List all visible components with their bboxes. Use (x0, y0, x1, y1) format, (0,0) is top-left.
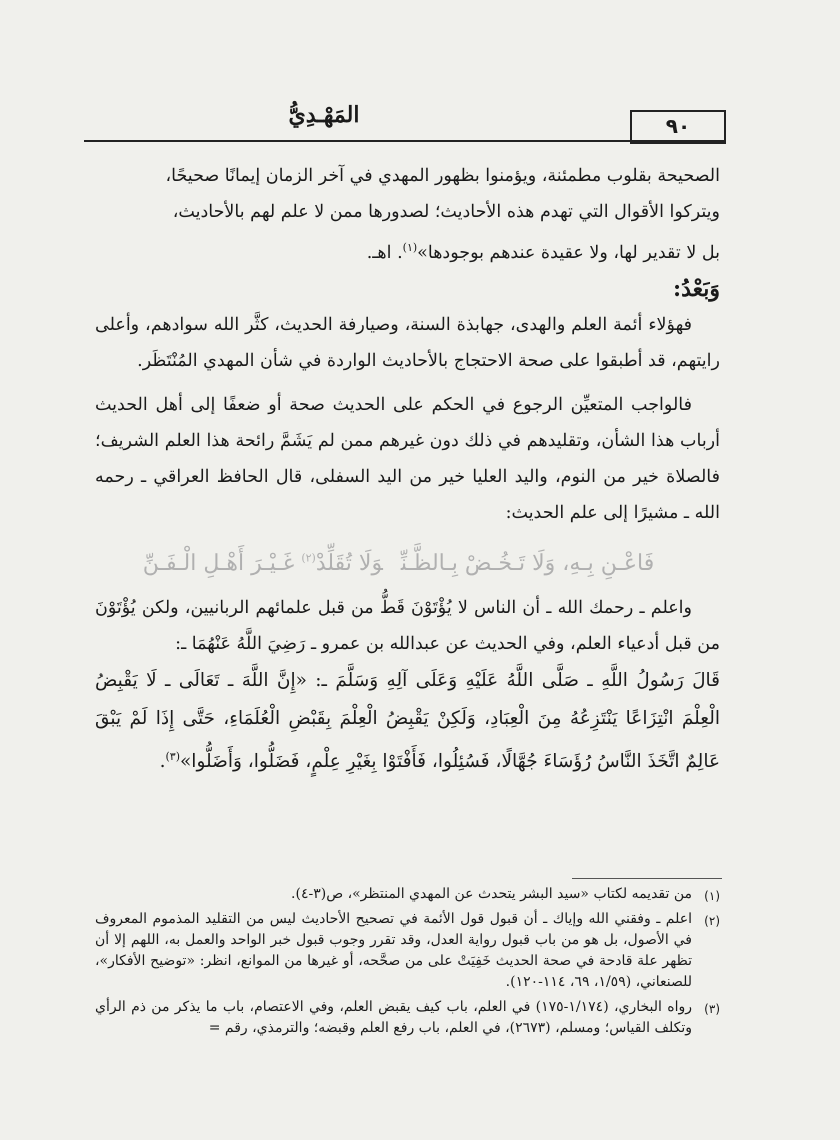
verse-text: غَـيْـرَ أَهْـلِ الْـفَـنِّ (142, 551, 295, 577)
text-line-end: . اهـ. (366, 242, 403, 263)
footnotes (95, 884, 720, 1043)
hadith-text (95, 662, 720, 781)
footnote (95, 997, 720, 1039)
paragraph-3: فالواجب المتعيِّن الرجوع في الحكم على الحديث صحة أو ضعفًا إلى أهل الحديث أرباب هذا الشأن، وتقليدهم في ذلك دون غيرهم ممن لم يَشَمَّ رائحة هذا العلم الشريف؛ فالصلاة خير من النوم، واليد العليا خير من اليد السفلى، قال الحافظ العراقي ـ رحمه الله ـ مشيرًا إلى علم الحديث: (95, 394, 720, 523)
hadith-end: . (159, 751, 166, 773)
paragraph-line (95, 230, 720, 271)
footnote (95, 884, 720, 905)
paragraph-line (95, 158, 720, 194)
verse-hemistich-2 (143, 551, 383, 576)
page-number: ٩٠ (630, 110, 726, 144)
poem-verse (95, 537, 720, 586)
footnote-number: (١) (704, 889, 720, 903)
footnote-rule (572, 878, 722, 879)
footnote-ref-1[interactable]: (١) (402, 241, 418, 254)
verse-text: وَلَا تُقَلِّدْ (315, 551, 383, 577)
footnote-ref-3[interactable]: (٣) (165, 750, 180, 764)
paragraph-line (95, 194, 720, 230)
section-heading: وَبَعْدُ: (672, 275, 720, 302)
footnote-text: رواه البخاري، (١/١٧٤-١٧٥) في العلم، باب كيف يقبض العلم، وفي الاعتصام، باب ما يذكر من ذم الرأي وتكلف القياس؛ ومسلم، (٢٦٧٣)، في العلم، باب رفع العلم وقبضه؛ والترمذي، رقم = (95, 999, 692, 1036)
footnote-ref-2[interactable]: (٢) (301, 551, 316, 565)
hadith-body: قَالَ رَسُولُ اللَّهِ ـ صَلَّى اللَّهُ عَلَيْهِ وَعَلَى آلِهِ وَسَلَّمَ ـ: «إِنَّ اللَّهَ ـ تَعَالَى ـ لَا يَقْبِضُ الْعِلْمَ انْتِزَاعًا يَنْتَزِعُهُ مِنَ الْعِبَادِ، وَلَكِنْ يَقْبِضُ الْعِلْمَ بِقَبْضِ الْعُلَمَاءِ، حَتَّى إِذَا لَمْ يَبْقَ عَالِمٌ اتَّخَذَ النَّاسُ رُؤَسَاءَ جُهَّالًا، فَسُئِلُوا، فَأَفْتَوْا بِغَيْرِ عِلْمٍ، فَضَلُّوا، وَأَضَلُّوا» (95, 670, 720, 773)
page-header (84, 98, 726, 144)
text-line: الصحيحة بقلوب مطمئنة، ويؤمنوا بظهور المهدي في آخر الزمان إيمانًا صحيحًا، (165, 166, 720, 186)
header-rule (84, 140, 630, 142)
running-title: المَهْـدِيُّ (288, 102, 360, 128)
paragraph-2: فهؤلاء أئمة العلم والهدى، جهابذة السنة، وصيارفة الحديث، كثَّر الله سوادهم، وأعلى رايتهم، قد أطبقوا على صحة الاحتجاج بالأحاديث الواردة في شأن المهدي المُنْتَظَر. (95, 314, 720, 371)
verse-hemistich-1: فَاعْـنِ بِـهِ، وَلَا تَـخُـضْ بِـالظَّـنِّ (400, 551, 655, 577)
paragraph-4: واعلم ـ رحمك الله ـ أن الناس لا يُؤْتَوْنَ قَطُّ من قبل علمائهم الربانيين، ولكن يُؤْتَوْنَ من قبل أدعياء العلم، وفي الحديث عن عبدالله بن عمرو ـ رَضِيَ اللَّهُ عَنْهُمَا ـ: (95, 598, 720, 655)
text-line: ويتركوا الأقوال التي تهدم هذه الأحاديث؛ لصدورها ممن لا علم لهم بالأحاديث، (172, 202, 720, 222)
footnote-text: من تقديمه لكتاب «سيد البشر يتحدث عن المهدي المنتظر»، ص(٣-٤). (291, 886, 692, 902)
main-text (95, 158, 720, 781)
footnote-number: (٢) (704, 914, 720, 928)
footnote (95, 909, 720, 993)
text-line: بل لا تقدير لها، ولا عقيدة عندهم بوجودها» (417, 242, 720, 263)
footnote-number: (٣) (704, 1002, 720, 1016)
footnote-text: اعلم ـ وفقني الله وإياك ـ أن قبول قول الأئمة في تصحيح الأحاديث ليس من التقليد المذموم المعروف في الأصول، بل هو من باب قبول رواية العدل، وقد تقرر وجوب قبول خبر الواحد والعمل به، اللهم إلا أن تظهر علة قادحة في صحة الحديث خَفِيَتْ على من صحَّحه، أو غيرها من الموانع، انظر: «توضيح الأفكار»، للصنعاني، (١/٥٩، ٦٩، ١١٤-١٢٠). (95, 911, 692, 990)
